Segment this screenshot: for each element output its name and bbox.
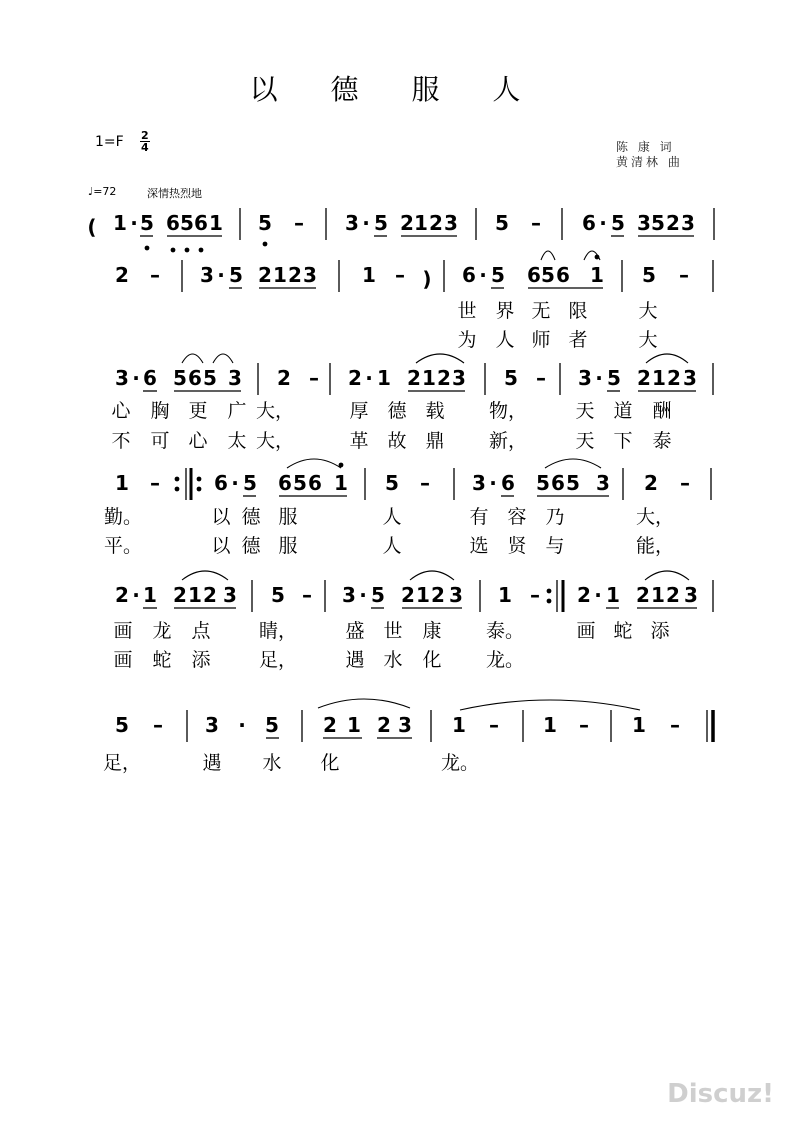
note: 2: [431, 583, 445, 607]
lyric: 鼎: [425, 430, 445, 452]
time-signature-bottom: 4: [141, 141, 149, 154]
note: 3: [578, 366, 592, 390]
dot-mark: ·: [231, 471, 239, 495]
lyric: 点: [191, 620, 211, 642]
dash: –: [153, 713, 163, 737]
note: 1: [498, 583, 512, 607]
note: 2: [637, 366, 651, 390]
lyric: 界: [495, 300, 515, 322]
note: 5: [491, 263, 505, 287]
dash: –: [670, 713, 680, 737]
note: 2: [437, 366, 451, 390]
close-paren: ): [422, 267, 432, 291]
lyric: 水: [262, 752, 282, 774]
tempo-marking: ♩=72: [88, 185, 117, 198]
note: 1: [334, 471, 348, 495]
lyric: 物，: [488, 400, 528, 422]
note: 5: [243, 471, 257, 495]
note: 2: [401, 583, 415, 607]
octave-dot: [145, 246, 150, 251]
lyric: 载: [425, 400, 445, 422]
note: 6: [501, 471, 515, 495]
lyric: 贤: [507, 535, 527, 557]
note: 5: [371, 583, 385, 607]
note: 1: [188, 583, 202, 607]
lyric: 世: [383, 620, 403, 642]
octave-dot: [199, 248, 204, 253]
note: 2: [667, 366, 681, 390]
note: 1: [422, 366, 436, 390]
note: 3: [223, 583, 237, 607]
dash: –: [579, 713, 589, 737]
note: 1: [143, 583, 157, 607]
lyric: 康: [422, 620, 442, 642]
lyric: 足，: [102, 752, 142, 774]
note: 5: [293, 471, 307, 495]
lyric: 人: [382, 535, 402, 557]
slur: [541, 251, 555, 260]
lyric: 大，: [255, 400, 295, 422]
lyric: 与: [545, 535, 565, 557]
slur: [416, 354, 464, 363]
octave-dot: [197, 487, 202, 492]
octave-dot: [185, 248, 190, 253]
lyric: 化: [320, 752, 340, 774]
note: 2: [203, 583, 217, 607]
lyric: 蛇: [613, 620, 633, 642]
lyric: 胸: [150, 400, 170, 422]
octave-dot: [175, 477, 180, 482]
note: 6: [551, 471, 565, 495]
composer-credit: 黄清林 曲: [616, 155, 683, 169]
lyric: 新，: [488, 430, 528, 452]
lyric: 服: [278, 535, 298, 557]
note: 1: [115, 471, 129, 495]
lyric: 天: [575, 430, 595, 452]
lyric: 酬: [652, 400, 672, 422]
lyric: 水: [383, 649, 403, 671]
dot-mark: ·: [359, 583, 367, 607]
lyric: 龙: [152, 620, 172, 642]
note: 5: [536, 471, 550, 495]
note: 6: [214, 471, 228, 495]
note: 6: [278, 471, 292, 495]
note: 1: [652, 366, 666, 390]
note: 6: [166, 211, 180, 235]
key-signature: 1=F: [95, 134, 124, 150]
lyric: 平。: [103, 535, 143, 557]
dash: –: [302, 583, 312, 607]
note: 3: [200, 263, 214, 287]
note: 2: [288, 263, 302, 287]
octave-dot: [263, 242, 268, 247]
note: 2: [115, 263, 129, 287]
lyric: 选: [469, 535, 489, 557]
lyric: 心: [188, 430, 208, 452]
note: 1: [414, 211, 428, 235]
lyric: 限: [568, 300, 588, 322]
note: 2: [400, 211, 414, 235]
note: 1: [452, 713, 466, 737]
note: 3: [637, 211, 651, 235]
dot-mark: ·: [479, 263, 487, 287]
dot-mark: ·: [130, 211, 138, 235]
dot-mark: ·: [594, 583, 602, 607]
lyric: 广: [227, 400, 247, 422]
note: 3: [449, 583, 463, 607]
note: 2: [636, 583, 650, 607]
note: 3: [115, 366, 129, 390]
watermark: Discuz!: [667, 1079, 774, 1109]
lyric: 师: [531, 329, 551, 351]
octave-dot: [197, 477, 202, 482]
lyric: 盛: [345, 620, 365, 642]
lyric: 泰: [652, 430, 672, 452]
note: 2: [115, 583, 129, 607]
slur: [646, 354, 688, 363]
lyric: 能，: [635, 535, 675, 557]
note: 3: [596, 471, 610, 495]
lyric: 大，: [255, 430, 295, 452]
note: 3: [205, 713, 219, 737]
lyric: 遇: [345, 649, 365, 671]
lyric: 心: [111, 400, 131, 422]
dash: –: [150, 471, 160, 495]
lyric: 德: [241, 506, 261, 528]
slur: [182, 354, 203, 363]
note: 5: [115, 713, 129, 737]
dot-mark: ·: [238, 713, 246, 737]
note: 2: [666, 211, 680, 235]
note: 3: [681, 211, 695, 235]
note: 2: [407, 366, 421, 390]
dot-mark: ·: [132, 583, 140, 607]
note: 5: [140, 211, 154, 235]
note: 2: [377, 713, 391, 737]
slur: [213, 354, 233, 363]
lyric: 下: [613, 430, 633, 452]
lyric: 勤。: [103, 506, 143, 528]
dash: –: [680, 471, 690, 495]
note: 2: [258, 263, 272, 287]
note: 5: [271, 583, 285, 607]
lyric: 以: [211, 506, 231, 528]
note: 6: [462, 263, 476, 287]
lyric: 革: [349, 430, 369, 452]
octave-dot: [171, 248, 176, 253]
lyric: 德: [387, 400, 407, 422]
lyric: 睛，: [258, 620, 298, 642]
note: 2: [173, 583, 187, 607]
lyric: 故: [387, 430, 407, 452]
lyric: 者: [568, 329, 588, 351]
note: 1: [347, 713, 361, 737]
note: 3: [472, 471, 486, 495]
lyric: 泰。: [485, 620, 525, 642]
dash: –: [309, 366, 319, 390]
note: 5: [203, 366, 217, 390]
lyric: 更: [188, 400, 208, 422]
note: 5: [385, 471, 399, 495]
octave-dot: [547, 599, 552, 604]
note: 5: [642, 263, 656, 287]
note: 1: [113, 211, 127, 235]
dot-mark: ·: [489, 471, 497, 495]
note: 1: [209, 211, 223, 235]
lyric: 以: [211, 535, 231, 557]
dash: –: [420, 471, 430, 495]
lyric: 遇: [202, 752, 222, 774]
tempo-description: 深情热烈地: [147, 187, 202, 200]
dash: –: [150, 263, 160, 287]
note: 5: [374, 211, 388, 235]
lyric: 画: [113, 649, 133, 671]
lyric: 天: [575, 400, 595, 422]
note: 5: [566, 471, 580, 495]
lyric: 蛇: [152, 649, 172, 671]
octave-dot: [175, 487, 180, 492]
note: 6: [194, 211, 208, 235]
dot-mark: ·: [595, 366, 603, 390]
lyric: 德: [241, 535, 261, 557]
lyric: 太: [227, 430, 247, 452]
lyricist-credit: 陈 康 词: [616, 140, 675, 154]
lyric: 世: [457, 300, 477, 322]
dot-mark: ·: [365, 366, 373, 390]
note: 3: [228, 366, 242, 390]
octave-dot: [339, 463, 344, 468]
note: 5: [180, 211, 194, 235]
slur: [545, 459, 601, 468]
slur: [182, 571, 228, 580]
note: 2: [348, 366, 362, 390]
dash: –: [530, 583, 540, 607]
note: 6: [143, 366, 157, 390]
note: 5: [541, 263, 555, 287]
lyric: 龙。: [440, 752, 480, 774]
lyric: 化: [422, 649, 442, 671]
tie: [460, 700, 640, 710]
note: 1: [590, 263, 604, 287]
lyric: 大: [638, 329, 658, 351]
note: 6: [582, 211, 596, 235]
note: 1: [416, 583, 430, 607]
page-title: 以 德 服 人: [249, 73, 543, 106]
note: 1: [543, 713, 557, 737]
note: 6: [556, 263, 570, 287]
note: 1: [273, 263, 287, 287]
lyric: 道: [613, 400, 633, 422]
lyric: 无: [531, 300, 551, 322]
note: 5: [173, 366, 187, 390]
note: 5: [229, 263, 243, 287]
note: 6: [188, 366, 202, 390]
dash: –: [531, 211, 541, 235]
lyric: 大: [638, 300, 658, 322]
note: 3: [398, 713, 412, 737]
note: 2: [277, 366, 291, 390]
lyric: 画: [576, 620, 596, 642]
note: 3: [452, 366, 466, 390]
note: 6: [308, 471, 322, 495]
note: 5: [651, 211, 665, 235]
lyric: 人: [495, 329, 515, 351]
note: 3: [342, 583, 356, 607]
lyric: 大，: [635, 506, 675, 528]
dash: –: [294, 211, 304, 235]
slur: [318, 699, 410, 708]
lyric: 有: [469, 506, 489, 528]
note: 1: [362, 263, 376, 287]
lyric: 为: [457, 329, 477, 351]
slur: [287, 459, 341, 468]
note: 5: [258, 211, 272, 235]
lyric: 可: [150, 430, 170, 452]
note: 6: [527, 263, 541, 287]
lyric: 添: [650, 620, 670, 642]
lyric: 足，: [258, 649, 298, 671]
dot-mark: ·: [217, 263, 225, 287]
lyric: 人: [382, 506, 402, 528]
lyric: 厚: [349, 400, 369, 422]
lyric: 服: [278, 506, 298, 528]
dash: –: [679, 263, 689, 287]
time-signature-top: 2: [141, 129, 149, 142]
note: 5: [611, 211, 625, 235]
note: 2: [429, 211, 443, 235]
note: 5: [495, 211, 509, 235]
note: 2: [666, 583, 680, 607]
note: 1: [377, 366, 391, 390]
octave-dot: [595, 255, 600, 260]
slur: [410, 571, 454, 580]
dot-mark: ·: [132, 366, 140, 390]
note: 1: [651, 583, 665, 607]
note: 2: [323, 713, 337, 737]
note: 2: [644, 471, 658, 495]
slur: [645, 571, 689, 580]
note: 3: [444, 211, 458, 235]
note: 1: [606, 583, 620, 607]
note: 3: [303, 263, 317, 287]
lyric: 不: [111, 430, 131, 452]
dot-mark: ·: [362, 211, 370, 235]
lyric: 添: [191, 649, 211, 671]
lyric: 乃: [545, 506, 565, 528]
note: 3: [345, 211, 359, 235]
lyric: 龙。: [485, 649, 525, 671]
note: 3: [684, 583, 698, 607]
note: 3: [683, 366, 697, 390]
note: 5: [504, 366, 518, 390]
open-paren: (: [87, 215, 97, 239]
note: 2: [577, 583, 591, 607]
octave-dot: [547, 589, 552, 594]
dash: –: [395, 263, 405, 287]
note: 5: [265, 713, 279, 737]
dash: –: [536, 366, 546, 390]
note: 1: [632, 713, 646, 737]
dot-mark: ·: [599, 211, 607, 235]
lyric: 画: [113, 620, 133, 642]
note: 5: [607, 366, 621, 390]
lyric: 容: [507, 506, 527, 528]
dash: –: [489, 713, 499, 737]
